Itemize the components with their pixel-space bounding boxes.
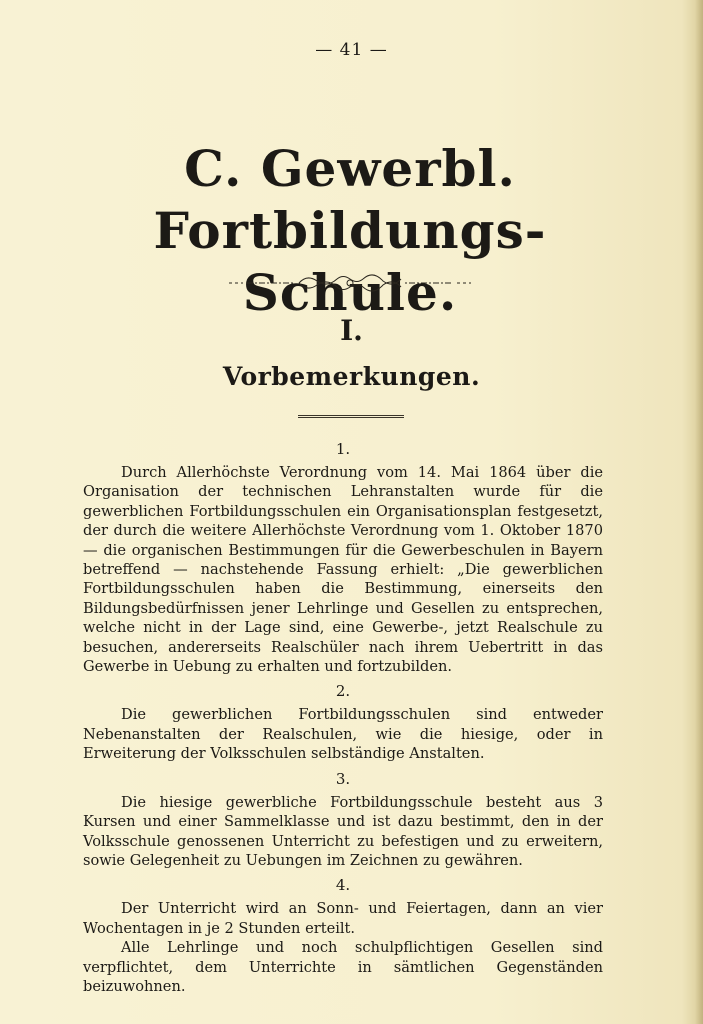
paragraph-number: 2. <box>335 682 351 701</box>
decorative-divider-ornament <box>225 272 475 294</box>
paragraph: Die hiesige gewerbliche Fortbildungsschule besteht aus 3 Kursen und einer Sammelklasse und ist dazu bestimmt, den in der Volksschule genossenen Unterricht zu befestigen und zu erweitern, sowie Gelegenheit zu Uebungen im Zeichnen zu gewähren. <box>83 793 603 869</box>
page-number: — 41 — <box>315 40 388 60</box>
title-rule <box>298 415 404 418</box>
paragraph: Die gewerblichen Fortbildungsschulen sind entweder Nebenanstalten der Realschulen, wie die hiesige, oder in Erweiterung der Volksschulen selbständige Anstalten. <box>83 706 603 763</box>
paragraph-number: 1. <box>335 440 351 458</box>
body-text <box>83 440 603 1002</box>
section-roman-numeral: I. <box>340 314 363 347</box>
paragraph: Der Unterricht wird an Sonn- und Feiertagen, dann an vier Wochentagen in je 2 Stunden erteilt. <box>83 900 603 937</box>
paragraph: Alle Lehrlinge und noch schulpflichtigen Gesellen sind verpflichtet, dem Unterrichte in sämtlichen Gegenständen beizuwohnen. <box>83 939 603 995</box>
paragraph-number: 3. <box>335 769 351 788</box>
paragraph-number: 4. <box>335 876 351 895</box>
chapter-title: C. Gewerbl. Fortbildungs-Schule. <box>153 139 547 322</box>
section-title: Vorbemerkungen. <box>222 362 481 391</box>
paragraph: Durch Allerhöchste Verordnung vom 14. Mai 1864 über die Organisation der technischen Lehranstalten wurde für die gewerblichen Fortbildungsschulen ein Organisationsplan festgesetzt, der durch die weitere Allerhöchste Verordnung vom 1. Oktober 1870 — die organischen Bestimmungen für die Gewerbeschulen in Bayern betreffend — nachstehende Fassung erhielt: „Die gewerblichen Fortbildungsschulen haben die Bestimmung, einerseits den Bildungsbedürfnissen jener Lehrlinge und Gesellen zu entsprechen, welche nicht in der Lage sind, eine Gewerbe-, jetzt Realschule zu besuchen, andererseits Realschüler nach ihrem Uebertritt in das Gewerbe in Uebung zu erhalten und fortzubilden. <box>83 464 603 676</box>
